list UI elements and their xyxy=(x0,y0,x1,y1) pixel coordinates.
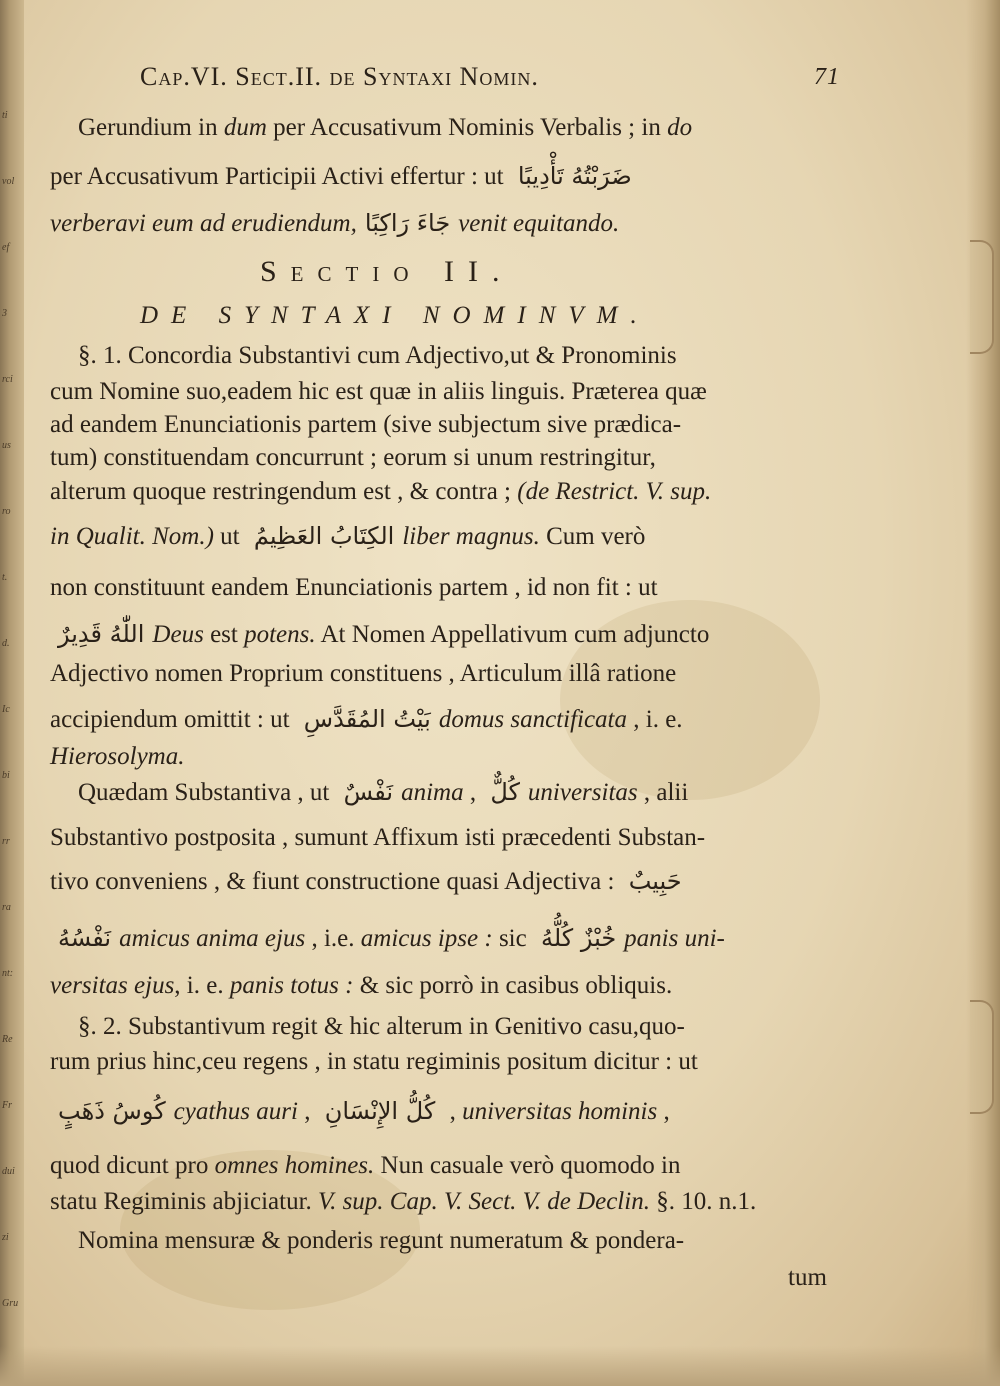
arabic-text: كُلٌّ xyxy=(490,778,520,806)
latin-text: est xyxy=(203,621,245,648)
arabic-text: نَفْسٌ xyxy=(343,778,394,806)
italic-text: verberavi eum ad erudiendum, xyxy=(50,210,357,237)
text-line xyxy=(50,1095,670,1128)
running-header xyxy=(140,62,840,102)
italic-text: liber magnus. xyxy=(402,523,540,550)
latin-text: §. 2. Substantivum regit & hic alterum in Genitivo casu,quo- xyxy=(78,1013,685,1040)
latin-text: §. 1. Concordia Substantivi cum Adjectivo,ut & Pronominis xyxy=(78,342,677,369)
latin-text: ut xyxy=(213,523,246,550)
facing-page-fragment: Fr xyxy=(2,1100,12,1111)
facing-page-fragment: zi xyxy=(2,1232,9,1243)
latin-text: , i. e. xyxy=(174,972,230,999)
arabic-text: خُبْزٌ كُلُّهُ xyxy=(540,924,617,952)
facing-page-fragment: ef xyxy=(2,242,10,253)
latin-text: cum Nomine suo,eadem hic est quæ in aliis linguis. Præterea quæ xyxy=(50,378,707,405)
latin-text: , xyxy=(443,1098,463,1125)
facing-page-fragment: Ic xyxy=(2,704,10,715)
italic-text: Deus xyxy=(152,621,204,648)
italic-text: domus sanctificata xyxy=(438,706,627,733)
facing-page-fragment: ti xyxy=(2,110,8,121)
arabic-text: نَفْسُهُ xyxy=(58,924,112,952)
section-title: Sectio II. xyxy=(260,255,514,288)
latin-text: per Accusativum Nominis Verbalis ; in xyxy=(266,114,668,141)
arabic-text: بَيْتُ المُقَدَّسِ xyxy=(303,705,431,733)
arabic-text: اللّٰهُ قَدِيرٌ xyxy=(58,620,145,648)
text-line xyxy=(50,160,640,193)
facing-page-fragment: nt: xyxy=(2,968,14,979)
italic-text: amicus anima ejus xyxy=(119,925,306,952)
italic-text: panis uni- xyxy=(624,925,725,952)
text-line xyxy=(50,520,645,553)
text-line xyxy=(50,922,725,955)
text-line xyxy=(50,572,658,604)
facing-page-fragment: rci xyxy=(2,374,13,385)
running-title: Cap.VI. Sect.II. de Syntaxi Nomin. xyxy=(140,62,539,91)
facing-page-fragment: dui xyxy=(2,1166,15,1177)
italic-text: universitas xyxy=(527,779,638,806)
latin-text: At Nomen Appellativum cum adjuncto xyxy=(315,621,710,648)
section-subtitle: DE SYNTAXI NOMINVM. xyxy=(140,302,650,329)
facing-page-fragment: t. xyxy=(2,572,8,583)
arabic-text: حَبِيبٌ xyxy=(628,867,682,895)
latin-text: , alii xyxy=(637,779,689,806)
italic-text: V. sup. Cap. V. Sect. V. de Declin. xyxy=(318,1188,650,1215)
italic-text: dum xyxy=(223,114,267,141)
facing-page-fragment: 3 xyxy=(2,308,7,319)
text-line xyxy=(78,1225,684,1257)
clasp-mark-bottom xyxy=(970,1000,994,1114)
text-line xyxy=(50,207,619,240)
facing-page-fragment: us xyxy=(2,440,11,451)
latin-text: Cum verò xyxy=(539,523,646,550)
text-line xyxy=(50,703,683,736)
arabic-text: جَاءَ رَاكِبًا xyxy=(364,209,451,237)
facing-page-fragment: bi xyxy=(2,770,10,781)
italic-text: (de Restrict. V. sup. xyxy=(517,478,712,505)
latin-text: , xyxy=(657,1098,670,1125)
text-line xyxy=(50,476,711,508)
latin-text: Gerundium in xyxy=(78,114,224,141)
facing-page-fragment: Gru xyxy=(2,1298,18,1309)
latin-text: tum xyxy=(788,1264,827,1291)
arabic-text: ضَرَبْتُهُ تَأْدِيبًا xyxy=(517,162,632,190)
text-line xyxy=(50,865,690,898)
text-line xyxy=(50,1046,698,1078)
text-line xyxy=(50,658,676,690)
latin-text: tum) constituendam concurrunt ; eorum si unum restringitur, xyxy=(50,444,656,471)
text-line xyxy=(50,822,705,854)
text-line xyxy=(78,776,688,809)
italic-text: versitas ejus xyxy=(50,972,175,999)
page-number: 71 xyxy=(814,64,840,90)
italic-text: Hierosolyma. xyxy=(50,743,185,770)
text-line xyxy=(50,1150,680,1182)
latin-text: Quædam Substantiva , ut xyxy=(78,779,336,806)
text-line xyxy=(50,442,656,474)
arabic-text: الكِتَابُ العَظِيمُ xyxy=(253,522,395,550)
italic-text: in Qualit. Nom.) xyxy=(50,523,214,550)
latin-text: tivo conveniens , & fiunt constructione quasi Adjectiva : xyxy=(50,868,621,895)
latin-text: , i. e. xyxy=(627,706,683,733)
arabic-text: كُوسُ ذَهَبٍ xyxy=(58,1097,166,1125)
page-bottom-edge xyxy=(0,1346,1000,1386)
latin-text: ad eandem Enunciationis partem (sive subjectum sive prædica- xyxy=(50,411,682,438)
text-line xyxy=(78,1011,685,1043)
latin-text: Adjectivo nomen Proprium constituens , Articulum illâ ratione xyxy=(50,660,677,687)
italic-text: anima xyxy=(401,779,464,806)
italic-text: venit equitando. xyxy=(458,210,620,237)
text-line xyxy=(50,741,184,773)
page-fore-edge xyxy=(966,0,1000,1386)
text-line xyxy=(50,618,709,651)
latin-text: , xyxy=(297,1098,317,1125)
italic-text: panis totus : xyxy=(229,972,354,999)
text-line xyxy=(50,970,672,1002)
italic-text: amicus ipse : xyxy=(360,925,493,952)
latin-text: Nun casuale verò quomodo in xyxy=(374,1152,681,1179)
text-line xyxy=(50,376,707,408)
latin-text: per Accusativum Participii Activi effertur : ut xyxy=(50,163,510,190)
italic-text: potens. xyxy=(244,621,316,648)
text-line xyxy=(78,340,677,372)
facing-page-fragment: rr xyxy=(2,836,10,847)
arabic-text: كُلُّ الإِنْسَانِ xyxy=(324,1097,436,1125)
latin-text: Substantivo postposita , sumunt Affixum isti præcedenti Substan- xyxy=(50,824,706,851)
latin-text: , i.e. xyxy=(305,925,361,952)
text-line xyxy=(50,409,681,441)
text-line xyxy=(50,1186,756,1218)
latin-text: , xyxy=(463,779,483,806)
latin-text: alterum quoque restringendum est , & contra ; xyxy=(50,478,518,505)
latin-text: & sic porrò in casibus obliquis. xyxy=(353,972,673,999)
latin-text: §. 10. n.1. xyxy=(649,1188,757,1215)
facing-page-fragment: ra xyxy=(2,902,11,913)
latin-text: quod dicunt pro xyxy=(50,1152,215,1179)
facing-page-fragment: d. xyxy=(2,638,10,649)
italic-text: universitas hominis xyxy=(462,1098,658,1125)
latin-text: sic xyxy=(492,925,533,952)
italic-text: do xyxy=(667,114,693,141)
facing-page-fragment: ro xyxy=(2,506,11,517)
facing-page-fragment: vol xyxy=(2,176,15,187)
latin-text: non constituunt eandem Enunciationis partem , id non fit : ut xyxy=(50,574,658,601)
clasp-mark-top xyxy=(970,240,994,354)
latin-text: Nomina mensuræ & ponderis regunt numeratum & pondera- xyxy=(78,1227,685,1254)
latin-text: accipiendum omittit : ut xyxy=(50,706,296,733)
italic-text: omnes homines. xyxy=(214,1152,375,1179)
latin-text: statu Regiminis abjiciatur. xyxy=(50,1188,319,1215)
latin-text: rum prius hinc,ceu regens , in statu regiminis positum dicitur : ut xyxy=(50,1048,698,1075)
facing-page-fragment: Re xyxy=(2,1034,13,1045)
text-line xyxy=(788,1262,827,1294)
italic-text: cyathus auri xyxy=(173,1098,298,1125)
facing-page-edge xyxy=(0,0,24,1386)
text-line xyxy=(78,112,692,144)
